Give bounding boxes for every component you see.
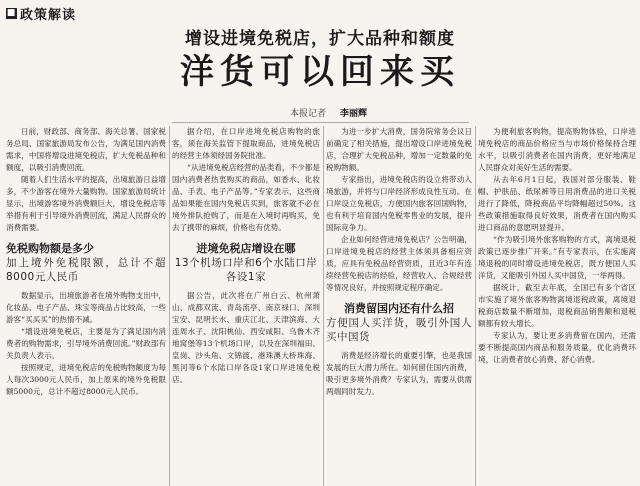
paragraph: 据公告，此次将在广州白云、杭州萧山、成都双流、青岛流亭、南京禄口、深圳宝安、昆明长水、重庆江北、天津滨海、大连周水子、沈阳桃仙、西安咸阳、乌鲁木齐地窝堡等13个机场口岸，以及在深圳福田、皇岗、沙头角、文锦渡、港珠澳大桥珠海、黑河等6个水陆口岸各设1家口岸进境免税店。 — [172, 291, 320, 384]
subheading-title: 免税购物额是多少 — [6, 242, 94, 255]
column-3-paras-a — [326, 126, 472, 294]
document-icon: ■ — [6, 8, 17, 18]
paragraph: “作为吸引境外旅客购物的方式，离境退税政策已逐步推广开来。”有专家表示，在实施离境退税的同时增设进境免税店，既方便国人买洋货，又能吸引外国人买中国货，一举两得。 — [478, 235, 636, 280]
paragraph: 从去年6月1日起，我国对部分服装、鞋帽、护肤品、纸尿裤等日用消费品的进口关税进行了降低，降税商品平均降幅超过50%。这些政策措施取得良好效果，消费者在国内购买进口商品的意愿明显提升。 — [478, 175, 636, 232]
article-column-2 — [172, 126, 320, 486]
subheading-block — [6, 242, 166, 284]
paragraph: 据统计，截至去年底，全国已有多个省区市实施了境外旅客购物离境退税政策，离境退税商店数量不断增加，退税商品销售额和退税额都有较大增长。 — [478, 283, 636, 328]
header-rule — [172, 122, 469, 123]
subheading-deck: 方便国人买洋货，吸引外国人买中国货 — [326, 317, 472, 343]
column-2-paras-b — [172, 290, 320, 386]
paragraph: 专家指出，进境免税店的设立将带动入境旅游，并将与口岸经济形成良性互动。在口岸设立免税店，方便国内旅客回国购物，也有利于培育国内免税零售业的发展，提升国际竞争力。 — [326, 175, 472, 232]
subheading-title: 消费留国内还有什么招 — [344, 302, 454, 315]
subheading-block — [326, 302, 472, 344]
paragraph: 消费是经济增长的重要引擎，也是我国发展的巨大潜力所在。如何留住国内消费，吸引更多境外消费？专家认为，需要从供需两端同时发力。 — [326, 351, 472, 396]
column-1-paras-b — [6, 290, 166, 398]
paragraph: 为便利旅客购物，提高购物体验，口岸进境免税店的商品价格应当与市场价格保持合理水平，以吸引消费者在国内消费，更好地满足人民群众对美好生活的需要。 — [478, 127, 636, 172]
paragraph: “从进境免税店经营的品类看，不少都是国内消费者热衷购买的商品，如香水、化妆品、手表、电子产品等。”专家表示，这些商品如果能在国内免税店买到，旅客就不必在境外排队抢购了，而是在入境时再购买，免去了携带的麻烦，价格也有优势。 — [172, 163, 320, 232]
byline-role: 本报记者 — [290, 109, 327, 119]
paragraph: 随着人们生活水平的提高，出境旅游日益增多，不少游客在境外大量购物。国家旅游局统计显示，出境游客境外消费额巨大，增设免税店等举措有利于引导境外消费回流，满足人民群众的消费需要。 — [6, 175, 166, 232]
paragraph: 据介绍，在口岸进境免税店购物的旅客，须在海关监管下提取商品，进境免税店的经营主体须经国务院批准。 — [172, 127, 320, 160]
column-1-paras-a — [6, 126, 166, 234]
column-4-paras-a — [478, 126, 636, 366]
paragraph: “增设进境免税店，主要是为了满足国内消费者的购物需求，引导境外消费回流。”财政部有关负责人表示。 — [6, 327, 166, 360]
subheading-title: 进境免税店增设在哪 — [196, 242, 296, 255]
column-divider — [169, 126, 170, 486]
byline — [290, 106, 367, 119]
paragraph: 企业如何经营进境免税店？公告明确，口岸进境免税店的经营主体须具备相应资质，应具有免税品经营资质，且近3年有连续经营免税店的经验，经营收入、合规经营等情况良好，并按照规定程序确定。 — [326, 235, 472, 292]
article-headline: 洋货可以回来买 — [180, 52, 460, 92]
article-column-1 — [6, 126, 166, 486]
paragraph: 数据显示，出境旅游者在境外购物支出中，化妆品、电子产品、珠宝等商品占比较高，一些游客“买买买”的热情不减。 — [6, 291, 166, 324]
column-divider — [475, 126, 476, 486]
article-column-4 — [478, 126, 636, 486]
column-divider — [323, 126, 324, 486]
rubric-label: 政策解读 — [20, 7, 77, 23]
article-subtitle: 增设进境免税店，扩大品种和额度 — [185, 29, 455, 49]
article-column-3 — [326, 126, 472, 486]
paragraph: 专家认为，要让更多消费留在国内，还需要不断提高国内商品和服务质量，优化消费环境，让消费者放心消费、舒心消费。 — [478, 331, 636, 364]
subheading-deck: 13个机场口岸和6个水陆口岸各设1家 — [174, 257, 318, 283]
paragraph: 日前，财政部、商务部、海关总署、国家税务总局、国家旅游局发布公告，为满足国内消费需求，中国将增设进境免税店，扩大免税品种和额度，以吸引消费回流。 — [6, 127, 166, 172]
paragraph: 按照规定，进境免税店的免税购物额度为每人每次3000元人民币，加上原来的境外免税限额5000元，总计不超过8000元人民币。 — [6, 363, 166, 396]
subheading-deck: 加上境外免税限额，总计不超8000元人民币 — [6, 257, 166, 283]
subheading-block — [172, 242, 320, 284]
column-3-paras-b — [326, 350, 472, 398]
section-rubric — [6, 3, 76, 23]
column-2-paras-a — [172, 126, 320, 234]
byline-name: 李丽辉 — [340, 109, 368, 119]
paragraph: 为进一步扩大消费，国务院常务会议日前确定了相关措施，提出增设口岸进境免税店，合理扩大免税品种，增加一定数量的免税购物额。 — [326, 127, 472, 172]
